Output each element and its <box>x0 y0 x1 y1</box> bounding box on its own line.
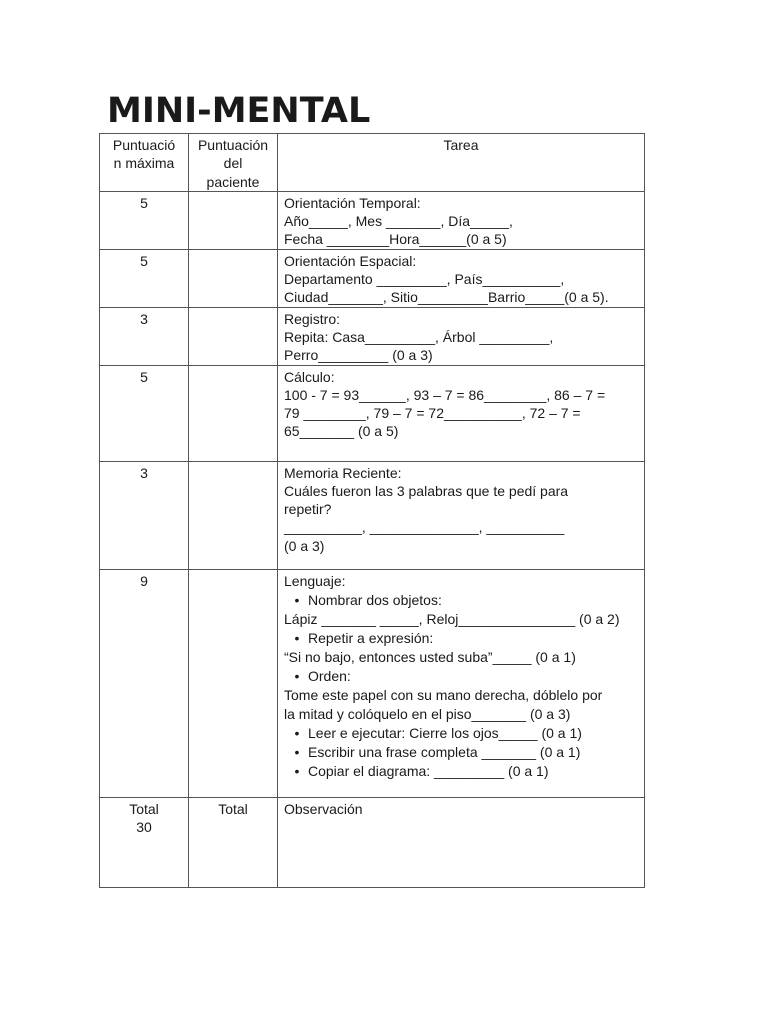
max-score-cell: 3 <box>100 307 189 365</box>
table-row <box>100 191 645 249</box>
task-cell: Memoria Reciente: Cuáles fueron las 3 palabras que te pedí para repetir? __________, ______________, __________ (0 a 3) <box>278 461 645 569</box>
header-row <box>100 134 645 192</box>
patient-score-cell[interactable] <box>189 365 278 461</box>
header-max-score: Puntuació n máxima <box>100 134 189 192</box>
task-cell: Orientación Temporal: Año_____, Mes _______, Día_____, Fecha ________Hora______(0 a 5) <box>278 191 645 249</box>
table-row <box>100 365 645 461</box>
patient-score-cell[interactable] <box>189 461 278 569</box>
total-row <box>100 797 645 887</box>
max-score-cell: 9 <box>100 569 189 797</box>
table-row <box>100 249 645 307</box>
max-score-cell: 5 <box>100 249 189 307</box>
task-cell: Lenguaje: • Nombrar dos objetos: Lápiz _______ _____, Reloj_______________ (0 a 2) • Repetir a expresión: “Si no bajo, entonces usted suba”_____ (0 a 1) • Orden: Tome este papel con su mano derecha, dóblelo por la mitad y colóquelo en el piso_______ (0 a 3) • Leer e ejecutar: Cierre los ojos_____ (0 a 1) • Escribir una frase completa _______ (0 a 1) • Copiar el diagrama: _________ (0 a 1) <box>278 569 645 797</box>
bullet-item: • Repetir a expresión: <box>284 629 638 648</box>
total-max-cell: Total 30 <box>100 797 189 887</box>
max-score-cell: 5 <box>100 365 189 461</box>
mini-mental-table <box>99 133 645 888</box>
max-score-cell: 3 <box>100 461 189 569</box>
bullet-item: • Copiar el diagrama: _________ (0 a 1) <box>284 762 638 781</box>
header-patient-score: Puntuación del paciente <box>189 134 278 192</box>
page-title: MINI-MENTAL <box>107 91 371 131</box>
table-row <box>100 307 645 365</box>
patient-total-cell[interactable]: Total <box>189 797 278 887</box>
patient-score-cell[interactable] <box>189 249 278 307</box>
patient-score-cell[interactable] <box>189 569 278 797</box>
bullet-item: • Nombrar dos objetos: <box>284 591 638 610</box>
task-cell: Registro: Repita: Casa_________, Árbol _________, Perro_________ (0 a 3) <box>278 307 645 365</box>
max-score-cell: 5 <box>100 191 189 249</box>
bullet-item: • Orden: <box>284 667 638 686</box>
task-cell: Orientación Espacial: Departamento _________, País__________, Ciudad_______, Sitio_________Barrio_____(0 a 5). <box>278 249 645 307</box>
bullet-item: • Escribir una frase completa _______ (0 a 1) <box>284 743 638 762</box>
bullet-item: • Leer e ejecutar: Cierre los ojos_____ (0 a 1) <box>284 724 638 743</box>
table-row <box>100 569 645 797</box>
header-task: Tarea <box>278 134 645 192</box>
table-row <box>100 461 645 569</box>
patient-score-cell[interactable] <box>189 307 278 365</box>
task-cell: Cálculo: 100 - 7 = 93______, 93 – 7 = 86________, 86 – 7 = 79 ________, 79 – 7 = 72__________, 72 – 7 = 65_______ (0 a 5) <box>278 365 645 461</box>
patient-score-cell[interactable] <box>189 191 278 249</box>
observation-cell[interactable]: Observación <box>278 797 645 887</box>
